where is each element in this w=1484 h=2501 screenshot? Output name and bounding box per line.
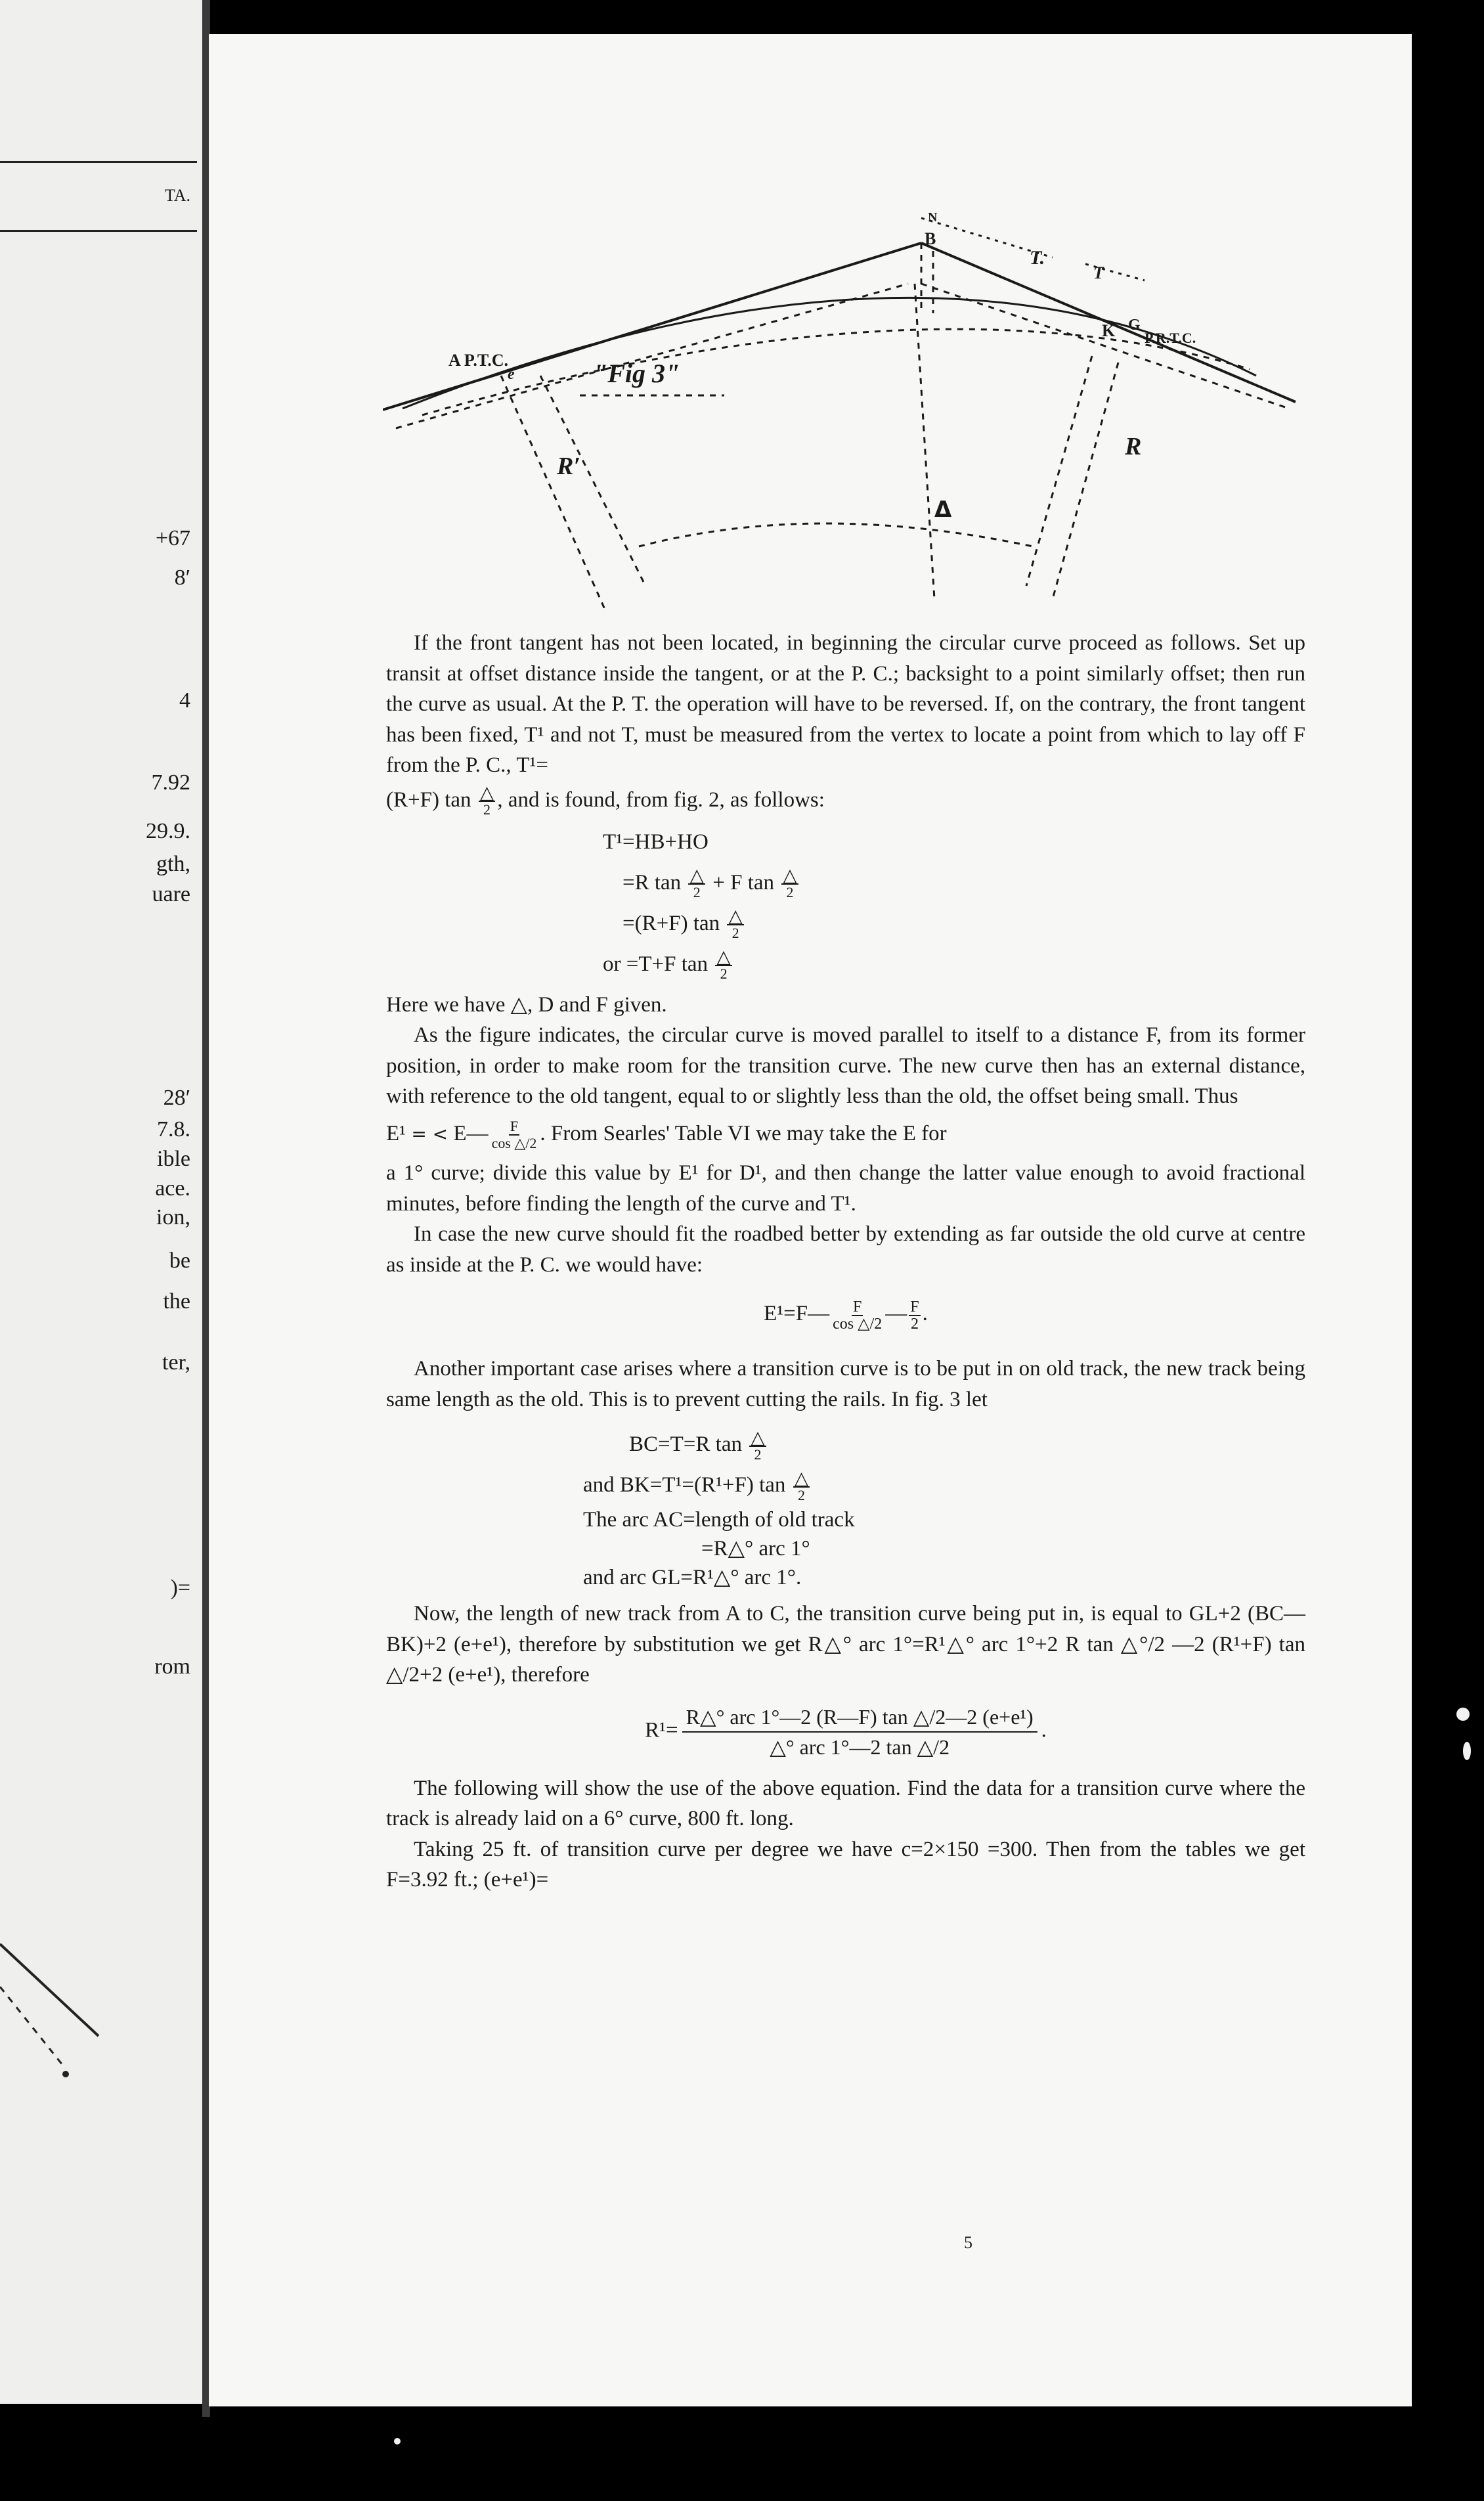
radius-r-right <box>1053 363 1118 599</box>
label-n: N <box>928 210 938 225</box>
prev-line: uare <box>152 882 190 906</box>
equation-arc-ac: The arc AC=length of old track <box>583 1508 855 1532</box>
prev-line: 29.9. <box>146 819 190 843</box>
label-delta: Δ <box>934 497 952 523</box>
prev-line: 8′ <box>174 565 190 590</box>
equation-t-plus-f: or =T+F tan $\frac{\triangle}{2}$ <box>603 946 731 983</box>
prev-line: +67 <box>155 526 190 550</box>
dust-speck <box>1456 1708 1470 1721</box>
figure-title: "Fig 3" <box>593 359 680 388</box>
prev-figure-lines <box>0 0 202 2404</box>
equation-bk: and BK=T¹=(R¹+F) tan $\frac{\triangle}{2}$ <box>583 1467 809 1503</box>
prev-line: 4 <box>179 688 190 713</box>
prev-line: ion, <box>156 1205 190 1229</box>
equation-block-t1 <box>386 822 1305 985</box>
equation-t1: T¹=HB+HO <box>603 830 709 854</box>
label-t: T <box>1093 263 1104 282</box>
paragraph-example: The following will show the use of the above equation. Find the data for a transition curve where the track is already laid on a 6° curve, 800 ft. long. <box>386 1776 1305 1831</box>
prev-line: TA. <box>164 186 190 205</box>
equation-rf-tan: =(R+F) tan $\frac{\triangle}{2}$ <box>622 905 743 942</box>
page-number: 5 <box>964 2233 972 2252</box>
radius-r1-inner <box>540 376 645 586</box>
paragraph-new-curve: In case the new curve should fit the roadbed better by extending as far outside the old curve at centre as inside at the P. C. we would have: <box>386 1222 1305 1277</box>
paragraph-new-track-length: Now, the length of new track from A to C, the transition curve being put in, is equal to GL+2 (BC—BK)+2 (e+e¹), therefore by substitution we get R△° arc 1°=R¹△° arc 1°+2 R tan △°/2 —2 (R¹+F) tan △/2+2 (e+e¹), therefore <box>386 1602 1305 1687</box>
equation-bc: BC=T=R tan $\frac{\triangle}{2}$ <box>629 1426 765 1463</box>
text-rf-tan: (R+F) tan <box>386 787 471 812</box>
dust-speck <box>394 2438 401 2445</box>
label-t1: T. <box>1030 247 1045 269</box>
paragraph-old-track: Another important case arises where a transition curve is to be put in on old track, the new track being same length as the old. This is to prevent cutting the rails. In fig. 3 let <box>386 1357 1305 1411</box>
equation-arc-gl: and arc GL=R¹△° arc 1°. <box>583 1566 802 1590</box>
label-e: e <box>508 366 515 383</box>
prev-line: 7.8. <box>157 1117 190 1141</box>
paragraph-front-tangent: If the front tangent has not been located, in beginning the circular curve proceed as follows. Set up transit at offset distance inside the tangent, or at the P. C.; backsight to a point similarly offset; then run the curve as usual. At the P. T. the operation will have to be reversed. If, on the contrary, the front tangent has been fixed, T¹ and not T, must be measured from the vertex to locate a point from which to lay off F from the P. C., T¹= <box>386 631 1305 777</box>
prev-line: ace. <box>155 1176 190 1201</box>
prev-line: gth, <box>156 852 190 876</box>
radius-r1-left <box>501 376 606 612</box>
offset-tangent-front <box>921 284 1289 409</box>
paragraph-given: Here we have △, D and F given. <box>386 992 667 1017</box>
equation-e1: E¹=F— $\frac{F}{\cos \triangle/2}$ — $\frac{F}{2}$ . <box>764 1298 928 1333</box>
prev-line: 28′ <box>163 1086 190 1110</box>
old-curve <box>422 329 1250 415</box>
paragraph-taking: Taking 25 ft. of transition curve per degree we have c=2×150 =300. Then from the tables we get F=3.92 ft.; (e+e¹)= <box>386 1837 1305 1892</box>
equation-r1: R¹= $\frac{\text{R△° arc 1°—2 (R—F) tan △/2—2 (e+e¹)}}{\text{△° arc 1°—2 tan △/2}}$ . <box>386 1702 1305 1761</box>
delta-arc <box>639 523 1033 546</box>
page <box>209 34 1412 2406</box>
body-text <box>386 628 1305 1895</box>
dust-speck <box>1463 1742 1471 1760</box>
equation-r-tan: =R tan $\frac{\triangle}{2}$ + F tan $\frac{\triangle}{2}$ <box>622 864 797 901</box>
label-r: R <box>1125 433 1142 460</box>
previous-page-edge <box>0 0 202 2404</box>
paragraph-continuation <box>386 781 1305 818</box>
prev-line: )= <box>170 1576 190 1600</box>
equation-r-delta: =R△° arc 1° <box>701 1537 810 1561</box>
label-r1: R′ <box>557 453 581 480</box>
paragraph-1-degree: a 1° curve; divide this value by E¹ for D¹, and then change the latter value enough to avoid fractional minutes, before finding the length of the curve and T¹. <box>386 1161 1305 1216</box>
prev-line: be <box>169 1249 190 1273</box>
radius-center <box>915 284 934 599</box>
label-ptc: A P.T.C. <box>448 351 509 370</box>
prev-line: the <box>163 1289 190 1314</box>
label-k: K <box>1102 321 1116 340</box>
prev-line: ible <box>157 1147 190 1171</box>
equation-block-bc <box>386 1424 1305 1592</box>
prev-line: rom <box>154 1654 190 1679</box>
text-found-from: , and is found, from fig. 2, as follows: <box>497 787 825 812</box>
paragraph-figure-indicates: As the figure indicates, the circular curve is moved parallel to itself to a distance F, from its former position, in order to make room for the transition curve. The new curve then has an external distance, with reference to the old tangent, equal to or slightly less than the old, the offset being small. Thus <box>386 1023 1305 1109</box>
fig-3-diagram <box>383 179 1302 625</box>
paragraph-e1-relation: E¹ = < E— $\frac{F}{\cos \triangle/2}$ . From Searles' Table VI we may take the E for <box>386 1118 947 1152</box>
radius-r-inner <box>1026 356 1092 586</box>
prev-line: 7.92 <box>151 770 190 795</box>
label-prtc: P.R.T.C. <box>1145 330 1196 346</box>
prev-line: ter, <box>162 1350 190 1375</box>
label-b: B <box>925 229 936 248</box>
label-g: G <box>1128 317 1141 334</box>
fraction-half-delta: $\frac{\triangle}{2}$ <box>479 781 494 818</box>
